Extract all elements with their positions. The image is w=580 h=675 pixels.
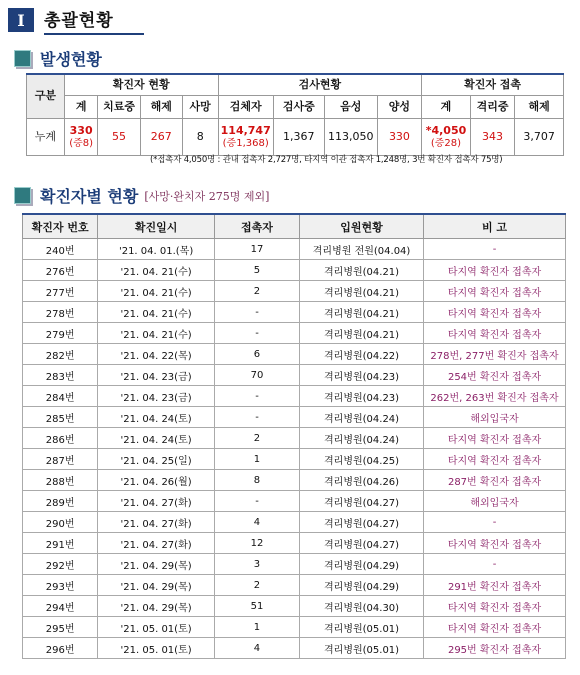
case-contacts: 2 bbox=[214, 575, 299, 596]
table-row bbox=[23, 533, 566, 554]
case-remarks: - bbox=[424, 554, 566, 575]
case-admission: 격리병원(04.29) bbox=[300, 554, 424, 575]
case-remarks: - bbox=[424, 512, 566, 533]
case-number: 296번 bbox=[23, 638, 98, 659]
case-admission: 격리병원(04.27) bbox=[300, 491, 424, 512]
case-contacts: 1 bbox=[214, 449, 299, 470]
case-admission: 격리병원(04.21) bbox=[300, 302, 424, 323]
table-row bbox=[23, 365, 566, 386]
case-admission: 격리병원(04.24) bbox=[300, 407, 424, 428]
positive-value: 330 bbox=[377, 119, 421, 156]
deaths-value: 8 bbox=[182, 119, 218, 156]
specimens-increase: (증1,368) bbox=[222, 137, 269, 149]
table-row bbox=[23, 323, 566, 344]
case-remarks: 타지역 확진자 접촉자 bbox=[424, 302, 566, 323]
case-contacts: - bbox=[214, 386, 299, 407]
section-number: I bbox=[8, 8, 34, 32]
case-contacts: 4 bbox=[214, 638, 299, 659]
case-number: 278번 bbox=[23, 302, 98, 323]
case-remarks: 254번 확진자 접촉자 bbox=[424, 365, 566, 386]
case-date: '21. 04. 25(일) bbox=[98, 449, 215, 470]
case-contacts: 2 bbox=[214, 428, 299, 449]
table-row bbox=[23, 491, 566, 512]
case-contacts: 6 bbox=[214, 344, 299, 365]
table-row bbox=[23, 302, 566, 323]
specimens-cell bbox=[218, 119, 273, 156]
case-date: '21. 04. 21(수) bbox=[98, 281, 215, 302]
case-admission: 격리병원(04.21) bbox=[300, 260, 424, 281]
case-contacts: - bbox=[214, 302, 299, 323]
case-remarks: 해외입국자 bbox=[424, 407, 566, 428]
case-admission: 격리병원(05.01) bbox=[300, 638, 424, 659]
case-number: 289번 bbox=[23, 491, 98, 512]
case-date: '21. 04. 27(화) bbox=[98, 533, 215, 554]
case-remarks: 타지역 확진자 접촉자 bbox=[424, 281, 566, 302]
case-number: 292번 bbox=[23, 554, 98, 575]
case-remarks: 287번 확진자 접촉자 bbox=[424, 470, 566, 491]
table-row bbox=[23, 638, 566, 659]
case-number: 286번 bbox=[23, 428, 98, 449]
table-row bbox=[23, 470, 566, 491]
case-date: '21. 04. 01.(목) bbox=[98, 239, 215, 260]
case-remarks: 타지역 확진자 접촉자 bbox=[424, 617, 566, 638]
case-admission: 격리병원(04.30) bbox=[300, 596, 424, 617]
col-header: 검사중 bbox=[273, 96, 324, 119]
col-header-admission: 입원현황 bbox=[300, 214, 424, 239]
total-value: 330 bbox=[69, 124, 93, 138]
case-contacts: 12 bbox=[214, 533, 299, 554]
test-group-header: 검사현황 bbox=[218, 74, 422, 96]
case-contacts: 4 bbox=[214, 512, 299, 533]
confirmed-group-header: 확진자 현황 bbox=[64, 74, 218, 96]
contact-note: (*접촉자 4,050명 : 관내 접촉자 2,727명, 타지역 이관 접촉자 1,248명, 3번 확진자 접촉자 75명) bbox=[150, 155, 503, 165]
case-number: 288번 bbox=[23, 470, 98, 491]
table-row bbox=[23, 554, 566, 575]
table-row bbox=[23, 596, 566, 617]
case-remarks: - bbox=[424, 239, 566, 260]
case-remarks: 타지역 확진자 접촉자 bbox=[424, 449, 566, 470]
case-admission: 격리병원(04.27) bbox=[300, 533, 424, 554]
case-contacts: 17 bbox=[214, 239, 299, 260]
section-header bbox=[8, 7, 568, 33]
treating-value: 55 bbox=[98, 119, 140, 156]
square-bullet-icon bbox=[14, 187, 31, 204]
col-header: 격리중 bbox=[470, 96, 514, 119]
table-row bbox=[23, 281, 566, 302]
case-admission: 격리병원(04.22) bbox=[300, 344, 424, 365]
table-row bbox=[23, 449, 566, 470]
case-remarks: 291번 확진자 접촉자 bbox=[424, 575, 566, 596]
case-date: '21. 04. 21(수) bbox=[98, 323, 215, 344]
case-date: '21. 04. 27(화) bbox=[98, 491, 215, 512]
col-header: 해제 bbox=[140, 96, 182, 119]
case-number: 295번 bbox=[23, 617, 98, 638]
case-admission: 격리병원(04.26) bbox=[300, 470, 424, 491]
occurrence-table bbox=[26, 73, 564, 156]
table-row bbox=[23, 428, 566, 449]
contact-total-value: *4,050 bbox=[425, 124, 467, 138]
case-admission: 격리병원 전원(04.04) bbox=[300, 239, 424, 260]
case-remarks: 타지역 확진자 접촉자 bbox=[424, 533, 566, 554]
contact-isolating-value: 343 bbox=[470, 119, 514, 156]
case-admission: 격리병원(04.29) bbox=[300, 575, 424, 596]
case-date: '21. 04. 24(토) bbox=[98, 428, 215, 449]
table-row bbox=[23, 344, 566, 365]
negative-value: 113,050 bbox=[324, 119, 377, 156]
contact-total-increase: (증28) bbox=[430, 137, 462, 149]
case-date: '21. 04. 23(금) bbox=[98, 365, 215, 386]
case-contacts: 70 bbox=[214, 365, 299, 386]
col-header-remarks: 비 고 bbox=[424, 214, 566, 239]
case-number: 276번 bbox=[23, 260, 98, 281]
section-title: 총괄현황 bbox=[44, 6, 144, 35]
contact-released-value: 3,707 bbox=[515, 119, 564, 156]
col-header: 검체자 bbox=[218, 96, 273, 119]
case-remarks: 타지역 확진자 접촉자 bbox=[424, 260, 566, 281]
case-admission: 격리병원(04.27) bbox=[300, 512, 424, 533]
col-header: 계 bbox=[64, 96, 98, 119]
case-admission: 격리병원(04.21) bbox=[300, 281, 424, 302]
col-header: 계 bbox=[422, 96, 471, 119]
case-remarks: 295번 확진자 접촉자 bbox=[424, 638, 566, 659]
square-bullet-icon bbox=[14, 50, 31, 67]
case-remarks: 262번, 263번 확진자 접촉자 bbox=[424, 386, 566, 407]
col-header: 양성 bbox=[377, 96, 421, 119]
case-number: 279번 bbox=[23, 323, 98, 344]
case-remarks: 타지역 확진자 접촉자 bbox=[424, 323, 566, 344]
case-number: 283번 bbox=[23, 365, 98, 386]
case-date: '21. 04. 24(토) bbox=[98, 407, 215, 428]
case-number: 293번 bbox=[23, 575, 98, 596]
case-contacts: - bbox=[214, 407, 299, 428]
total-cell bbox=[64, 119, 98, 156]
case-number: 282번 bbox=[23, 344, 98, 365]
case-number: 277번 bbox=[23, 281, 98, 302]
case-contacts: 51 bbox=[214, 596, 299, 617]
case-date: '21. 04. 22(목) bbox=[98, 344, 215, 365]
case-contacts: 8 bbox=[214, 470, 299, 491]
case-date: '21. 04. 29(목) bbox=[98, 596, 215, 617]
case-date: '21. 04. 27(화) bbox=[98, 512, 215, 533]
case-contacts: 5 bbox=[214, 260, 299, 281]
case-contacts: - bbox=[214, 323, 299, 344]
case-number: 284번 bbox=[23, 386, 98, 407]
table-row bbox=[23, 386, 566, 407]
case-number: 290번 bbox=[23, 512, 98, 533]
table-row bbox=[23, 575, 566, 596]
cases-subnote: [사망·완치자 275명 제외] bbox=[144, 189, 270, 203]
case-admission: 격리병원(04.23) bbox=[300, 365, 424, 386]
case-number: 240번 bbox=[23, 239, 98, 260]
contact-total-cell bbox=[422, 119, 471, 156]
row-label: 누계 bbox=[27, 119, 65, 156]
case-date: '21. 05. 01(토) bbox=[98, 638, 215, 659]
cases-body bbox=[23, 239, 566, 659]
case-date: '21. 04. 29(목) bbox=[98, 575, 215, 596]
specimens-value: 114,747 bbox=[220, 124, 271, 138]
case-remarks: 타지역 확진자 접촉자 bbox=[424, 428, 566, 449]
col-header: 치료중 bbox=[98, 96, 140, 119]
category-header: 구분 bbox=[27, 74, 65, 119]
case-contacts: 3 bbox=[214, 554, 299, 575]
case-date: '21. 04. 21(수) bbox=[98, 260, 215, 281]
case-admission: 격리병원(04.21) bbox=[300, 323, 424, 344]
case-number: 287번 bbox=[23, 449, 98, 470]
case-date: '21. 04. 21(수) bbox=[98, 302, 215, 323]
table-row bbox=[23, 512, 566, 533]
occurrence-header bbox=[14, 47, 102, 70]
col-header: 사망 bbox=[182, 96, 218, 119]
col-header-number: 확진자 번호 bbox=[23, 214, 98, 239]
case-contacts: 1 bbox=[214, 617, 299, 638]
case-admission: 격리병원(04.23) bbox=[300, 386, 424, 407]
col-header-contacts: 접촉자 bbox=[214, 214, 299, 239]
testing-value: 1,367 bbox=[273, 119, 324, 156]
table-row bbox=[23, 407, 566, 428]
case-date: '21. 05. 01(토) bbox=[98, 617, 215, 638]
case-remarks: 타지역 확진자 접촉자 bbox=[424, 596, 566, 617]
col-header: 음성 bbox=[324, 96, 377, 119]
case-number: 285번 bbox=[23, 407, 98, 428]
case-date: '21. 04. 29(목) bbox=[98, 554, 215, 575]
case-remarks: 해외입국자 bbox=[424, 491, 566, 512]
contact-group-header: 확진자 접촉 bbox=[422, 74, 564, 96]
cases-table bbox=[22, 213, 566, 659]
cases-header bbox=[14, 184, 269, 207]
col-header: 해제 bbox=[515, 96, 564, 119]
table-row bbox=[23, 617, 566, 638]
case-admission: 격리병원(05.01) bbox=[300, 617, 424, 638]
case-contacts: 2 bbox=[214, 281, 299, 302]
occurrence-title: 발생현황 bbox=[40, 50, 102, 69]
case-remarks: 278번, 277번 확진자 접촉자 bbox=[424, 344, 566, 365]
table-row bbox=[23, 260, 566, 281]
col-header-date: 확진일시 bbox=[98, 214, 215, 239]
case-admission: 격리병원(04.24) bbox=[300, 428, 424, 449]
released-value: 267 bbox=[140, 119, 182, 156]
total-increase: (증8) bbox=[69, 137, 94, 149]
table-row bbox=[23, 239, 566, 260]
case-number: 294번 bbox=[23, 596, 98, 617]
case-number: 291번 bbox=[23, 533, 98, 554]
case-admission: 격리병원(04.25) bbox=[300, 449, 424, 470]
case-date: '21. 04. 26(월) bbox=[98, 470, 215, 491]
case-contacts: - bbox=[214, 491, 299, 512]
case-date: '21. 04. 23(금) bbox=[98, 386, 215, 407]
cases-title: 확진자별 현황 bbox=[40, 187, 139, 206]
